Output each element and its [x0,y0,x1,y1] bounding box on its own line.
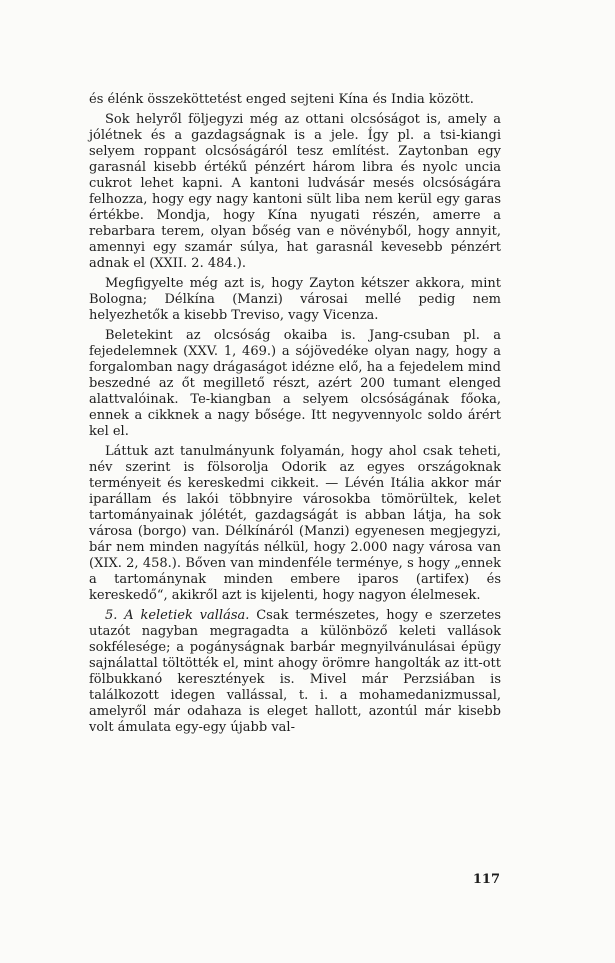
paragraph-text: Láttuk azt tanulmányunk folyamán, hogy ahol csak teheti, név szerint is fölsorolja Odorik az egyes országoknak terményeit és kereskedmi cikkeit. — Lévén Itália akkor már iparállam és lakói többnyire városokba tömörültek, kelet tartományainak jólétét, gazdagságát is abban látja, ha sok városa (borgo) van. Délkínáról (Manzi) egyenesen megjegyzi, bár nem minden nagyítás nélkül, hogy 2.000 nagy városa van (XIX. 2, 458.). Bőven van mindenféle terménye, s hogy „ennek a tartománynak minden embere iparos (artifex) és kereskedő“, akikről azt is kijelenti, hogy nagyon élelmesek. [89,444,501,603]
paragraph-text: Megfigyelte még azt is, hogy Zayton kétszer akkora, mint Bologna; Délkína (Manzi) városai mellé pedig nem helyezhetők a kisebb Treviso, vagy Vicenza. [89,276,501,323]
section-heading: 5. A keletiek vallása. [105,608,250,623]
page-number: 117 [472,872,500,887]
paragraph [89,92,501,108]
paragraph [89,444,501,604]
paragraph-text: Sok helyről följegyzi még az ottani olcsóságot is, amely a jólétnek és a gazdagságnak is a jele. Így pl. a tsi-kiangi selyem roppant olcsóságáról tesz említést. Zaytonban egy garasnál kisebb értékű pénzért három libra és nyolc uncia cukrot lehet kapni. A kantoni ludvásár mesés olcsóságára felhozza, hogy egy nagy kantoni sült liba nem kerül egy garas értékbe. Mondja, hogy Kína nyugati részén, amerre a rebarbara terem, olyan bőség van e növényből, hogy annyit, amennyi egy szamár súlya, hat garasnál kevesebb pénzért adnak el (XXII. 2. 484.). [89,112,501,271]
paragraph-text: Beletekint az olcsóság okaiba is. Jang-csuban pl. a fejedelemnek (XXV. 1, 469.) a sójövedéke olyan nagy, hogy a forgalomban nagy drágaságot idézne elő, ha a fejedelem mind beszedné az őt megillető részt, azért 200 tumant elenged alattvalóinak. Te-kiangban a selyem olcsóságának főoka, ennek a cikknek a nagy bősége. Itt negyvennyolc soldo árért kel el. [89,328,501,439]
paragraph [89,112,501,272]
paragraph-text: és élénk összeköttetést enged sejteni Kína és India között. [89,92,474,107]
body-text [89,92,501,740]
paragraph-text: Csak természetes, hogy e szerzetes utazót nagyban megragadta a különböző keleti vallások sokfélesége; a pogányságnak barbár megnyilvánulásai épügy sajnálattal töltötték el, mint ahogy örömre hangolták az itt-ott fölbukkanó keresztények is. Mivel már Perzsiában is találkozott idegen vallással, t. i. a mohamedanizmussal, amelyről már odahaza is eleget hallott, azontúl már kisebb volt ámulata egy-egy újabb val- [89,608,501,735]
paragraph [89,276,501,324]
paragraph [89,328,501,440]
paragraph [89,608,501,736]
